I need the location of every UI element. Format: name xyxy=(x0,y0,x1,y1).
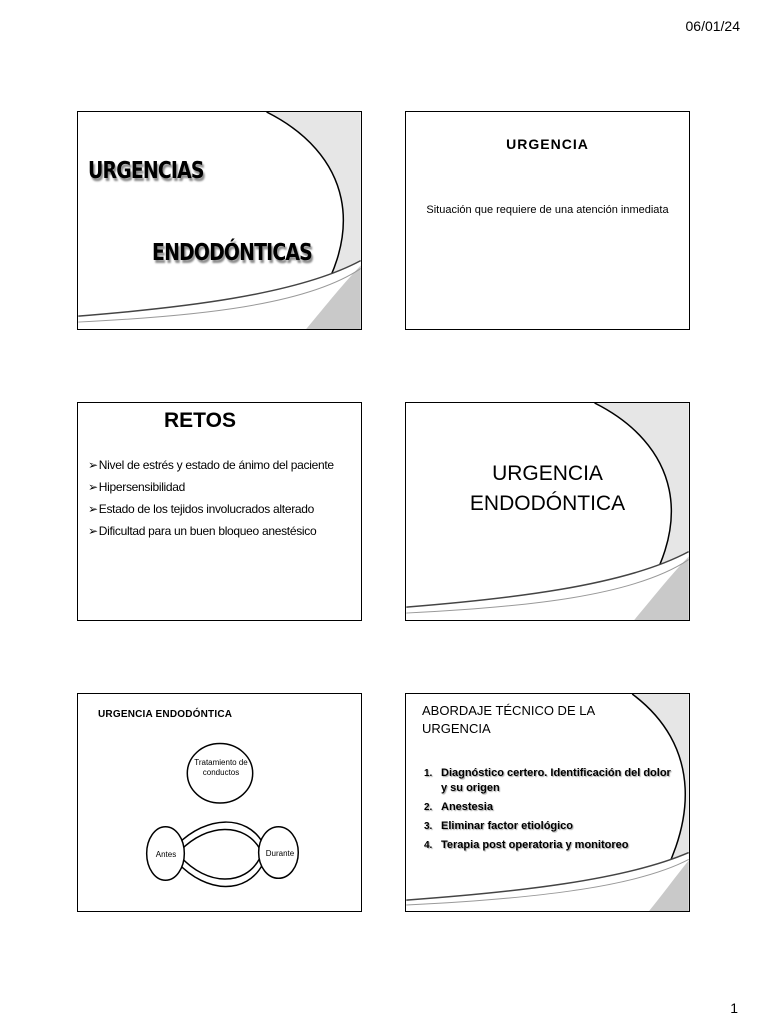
slide-title: URGENCIA ENDODÓNTICA xyxy=(469,462,626,515)
slide-1 xyxy=(77,111,362,330)
slide-title: URGENCIA xyxy=(506,136,589,152)
list-item: ➢Dificultad para un buen bloqueo anestésico xyxy=(88,524,317,538)
diagram-node-label: Tratamiento de conductos xyxy=(194,758,248,777)
arrow-bullet-icon: ➢ xyxy=(88,480,98,494)
slide-title-line-2: ENDODÓNTICAS xyxy=(152,240,312,266)
slide-title: URGENCIA ENDODÓNTICA xyxy=(98,709,233,720)
bullet-list xyxy=(88,457,348,545)
arrow-bullet-icon: ➢ xyxy=(88,524,98,538)
list-item: 1. Diagnóstico certero. Identificación del dolor y su origen xyxy=(424,767,671,794)
list-item: 2. Anestesia xyxy=(424,801,493,813)
slide-title-line-1: URGENCIAS xyxy=(88,158,204,184)
slide-title: ABORDAJE TÉCNICO DE LA URGENCIA xyxy=(422,703,595,736)
slide-2 xyxy=(405,111,690,330)
slide-body-text: Situación que requiere de una atención inmediata xyxy=(426,204,669,216)
diagram-node-label: Antes xyxy=(155,850,177,859)
list-item: ➢Nivel de estrés y estado de ánimo del paciente xyxy=(88,458,334,472)
cycle-diagram xyxy=(78,694,361,911)
list-item: 3. Eliminar factor etiológico xyxy=(424,820,574,832)
numbered-list xyxy=(424,766,674,857)
slide-6 xyxy=(405,693,690,912)
arrow-bullet-icon: ➢ xyxy=(88,502,98,516)
page-number: 1 xyxy=(730,1000,738,1016)
list-item: ➢Estado de los tejidos involucrados alterado xyxy=(88,502,315,516)
slide-title: RETOS xyxy=(164,409,236,432)
list-item: 4. Terapia post operatoria y monitoreo xyxy=(424,839,629,851)
page-date: 06/01/24 xyxy=(685,18,740,34)
list-item: ➢Hipersensibilidad xyxy=(88,480,186,494)
slide-swoosh-decoration xyxy=(78,112,361,329)
slide-3 xyxy=(77,402,362,621)
arrow-bullet-icon: ➢ xyxy=(88,458,98,472)
slide-4 xyxy=(405,402,690,621)
diagram-node-label: Durante xyxy=(265,849,295,858)
slide-5 xyxy=(77,693,362,912)
